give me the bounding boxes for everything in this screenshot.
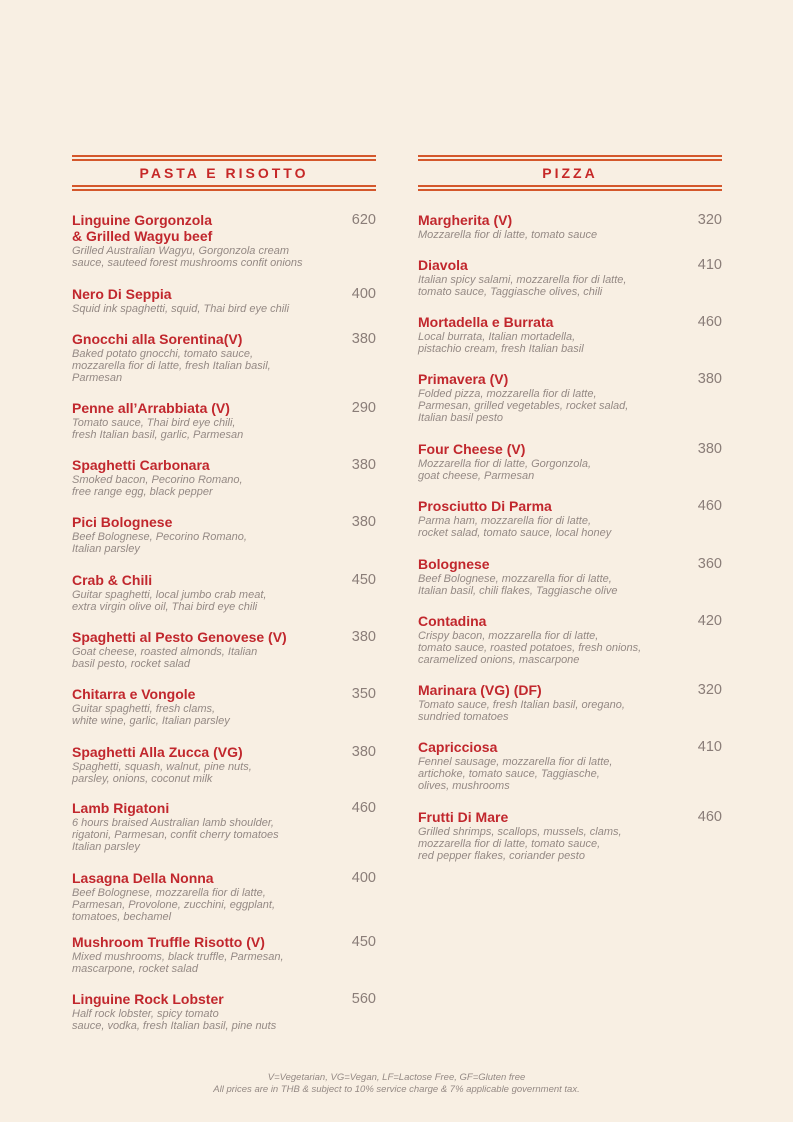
item-description: Tomato sauce, Thai bird eye chili, fresh Italian basil, garlic, Parmesan	[72, 417, 244, 442]
item-description: Folded pizza, mozzarella fior di latte, Parmesan, grilled vegetables, rocket salad, Italian basil pesto	[418, 388, 629, 425]
item-price: 400	[351, 870, 376, 886]
item-price: 380	[351, 629, 376, 645]
menu-item	[418, 257, 722, 298]
menu-item	[72, 212, 376, 269]
item-description: Half rock lobster, spicy tomato sauce, vodka, fresh Italian basil, pine nuts	[72, 1008, 277, 1033]
item-price: 620	[351, 212, 376, 228]
item-description: Spaghetti, squash, walnut, pine nuts, parsley, onions, coconut milk	[72, 761, 252, 786]
item-description: Grilled shrimps, scallops, mussels, clams, mozzarella fior di latte, tomato sauce, red pepper flakes, coriander pesto	[418, 826, 622, 863]
item-name: Margherita (V)	[418, 212, 513, 228]
item-name: Penne all’Arrabbiata (V)	[72, 400, 230, 416]
item-price: 460	[697, 314, 722, 330]
item-name: Spaghetti Alla Zucca (VG)	[72, 744, 243, 760]
item-description: Mozzarella fior di latte, tomato sauce	[418, 229, 598, 241]
divider	[418, 159, 722, 161]
menu-item	[72, 934, 376, 975]
item-description: Mozzarella fior di latte, Gorgonzola, goat cheese, Parmesan	[418, 458, 592, 483]
item-name: Mortadella e Burrata	[418, 314, 554, 330]
item-description: Tomato sauce, fresh Italian basil, oregano, sundried tomatoes	[418, 699, 625, 724]
menu-item	[418, 441, 722, 482]
price-note: All prices are in THB & subject to 10% service charge & 7% applicable government tax.	[213, 1084, 580, 1095]
item-price: 320	[697, 212, 722, 228]
menu-item	[72, 457, 376, 498]
item-price: 460	[697, 498, 722, 514]
section-title-pasta: PASTA E RISOTTO	[139, 165, 309, 181]
menu-item	[72, 870, 376, 924]
item-price: 460	[697, 809, 722, 825]
item-name: Marinara (VG) (DF)	[418, 682, 542, 698]
item-description: Parma ham, mozzarella fior di latte, rocket salad, tomato sauce, local honey	[418, 515, 612, 540]
item-name: Lasagna Della Nonna	[72, 870, 214, 886]
item-price: 450	[351, 572, 376, 588]
menu-item	[418, 498, 722, 539]
item-price: 400	[351, 286, 376, 302]
item-name: Prosciutto Di Parma	[418, 498, 552, 514]
menu-item	[418, 809, 722, 863]
menu-item	[418, 682, 722, 723]
section-header	[418, 155, 722, 191]
pizza-column	[418, 155, 722, 863]
item-price: 380	[351, 331, 376, 347]
item-price: 380	[351, 514, 376, 530]
item-price: 420	[697, 613, 722, 629]
item-name: Capricciosa	[418, 739, 498, 755]
item-price: 290	[351, 400, 376, 416]
divider	[72, 189, 376, 191]
item-price: 560	[351, 991, 376, 1007]
item-description: Squid ink spaghetti, squid, Thai bird eye chili	[72, 303, 290, 315]
menu-item	[72, 629, 376, 670]
item-price: 380	[697, 441, 722, 457]
item-description: Smoked bacon, Pecorino Romano, free range egg, black pepper	[72, 474, 243, 499]
item-name: Spaghetti al Pesto Genovese (V)	[72, 629, 287, 645]
item-name: Nero Di Seppia	[72, 286, 172, 302]
divider	[418, 185, 722, 187]
divider	[418, 155, 722, 157]
item-name: Diavola	[418, 257, 468, 273]
item-description: Goat cheese, roasted almonds, Italian basil pesto, rocket salad	[72, 646, 258, 671]
menu-item	[72, 514, 376, 555]
divider	[418, 189, 722, 191]
item-price: 450	[351, 934, 376, 950]
item-description: Mixed mushrooms, black truffle, Parmesan, mascarpone, rocket salad	[72, 951, 284, 976]
menu-item	[72, 400, 376, 441]
item-name: Lamb Rigatoni	[72, 800, 170, 816]
item-name: Gnocchi alla Sorentina(V)	[72, 331, 243, 347]
item-description: Crispy bacon, mozzarella fior di latte, tomato sauce, roasted potatoes, fresh onions, caramelized onions, mascarpone	[418, 630, 642, 667]
item-name: Mushroom Truffle Risotto (V)	[72, 934, 265, 950]
item-description: Guitar spaghetti, fresh clams, white wine, garlic, Italian parsley	[72, 703, 230, 728]
pasta-column	[72, 155, 376, 1033]
item-price: 380	[697, 371, 722, 387]
menu-item	[72, 991, 376, 1032]
section-header	[72, 155, 376, 191]
menu-item	[418, 371, 722, 425]
item-description: 6 hours braised Australian lamb shoulder, rigatoni, Parmesan, confit cherry tomatoes Italian parsley	[72, 817, 279, 854]
item-description: Beef Bolognese, mozzarella fior di latte, Italian basil, chili flakes, Taggiasche olive	[418, 573, 618, 598]
item-name: Crab & Chili	[72, 572, 153, 588]
item-description: Grilled Australian Wagyu, Gorgonzola cream sauce, sauteed forest mushrooms confit onions	[72, 245, 303, 270]
item-name: Bolognese	[418, 556, 490, 572]
menu-item	[418, 314, 722, 355]
item-price: 350	[351, 686, 376, 702]
item-name: Frutti Di Mare	[418, 809, 509, 825]
menu-item	[72, 331, 376, 385]
divider	[72, 185, 376, 187]
item-price: 460	[351, 800, 376, 816]
item-price: 410	[697, 739, 722, 755]
menu-item	[72, 286, 376, 315]
item-name: Contadina	[418, 613, 487, 629]
section-title-pizza: PIZZA	[542, 165, 598, 181]
item-name: Spaghetti Carbonara	[72, 457, 210, 473]
menu-item	[418, 613, 722, 667]
item-price: 360	[697, 556, 722, 572]
menu-item	[418, 556, 722, 597]
footer	[0, 1072, 793, 1096]
divider	[72, 155, 376, 157]
dietary-legend: V=Vegetarian, VG=Vegan, LF=Lactose Free, GF=Gluten free	[267, 1072, 526, 1083]
menu-item	[72, 744, 376, 785]
item-price: 410	[697, 257, 722, 273]
item-name: Chitarra e Vongole	[72, 686, 196, 702]
divider	[72, 159, 376, 161]
item-description: Local burrata, Italian mortadella, pistachio cream, fresh Italian basil	[418, 331, 584, 356]
menu-item	[72, 572, 376, 613]
item-name: Linguine Gorgonzola & Grilled Wagyu beef	[72, 212, 213, 244]
item-name: Pici Bolognese	[72, 514, 173, 530]
item-description: Fennel sausage, mozzarella fior di latte, artichoke, tomato sauce, Taggiasche, olives, mushrooms	[418, 756, 613, 793]
item-description: Beef Bolognese, mozzarella fior di latte, Parmesan, Provolone, zucchini, eggplant, tomatoes, bechamel	[72, 887, 276, 924]
item-description: Italian spicy salami, mozzarella fior di latte, tomato sauce, Taggiasche olives, chili	[418, 274, 627, 299]
menu-item	[72, 686, 376, 727]
item-name: Linguine Rock Lobster	[72, 991, 224, 1007]
item-price: 380	[351, 744, 376, 760]
item-price: 380	[351, 457, 376, 473]
item-name: Four Cheese (V)	[418, 441, 526, 457]
item-description: Guitar spaghetti, local jumbo crab meat, extra virgin olive oil, Thai bird eye chili	[72, 589, 267, 614]
menu-item	[418, 212, 722, 241]
menu-item	[418, 739, 722, 793]
item-price: 320	[697, 682, 722, 698]
menu-item	[72, 800, 376, 854]
item-description: Baked potato gnocchi, tomato sauce, mozzarella fior di latte, fresh Italian basil, Parmesan	[72, 348, 271, 385]
item-description: Beef Bolognese, Pecorino Romano, Italian parsley	[72, 531, 247, 556]
item-name: Primavera (V)	[418, 371, 509, 387]
